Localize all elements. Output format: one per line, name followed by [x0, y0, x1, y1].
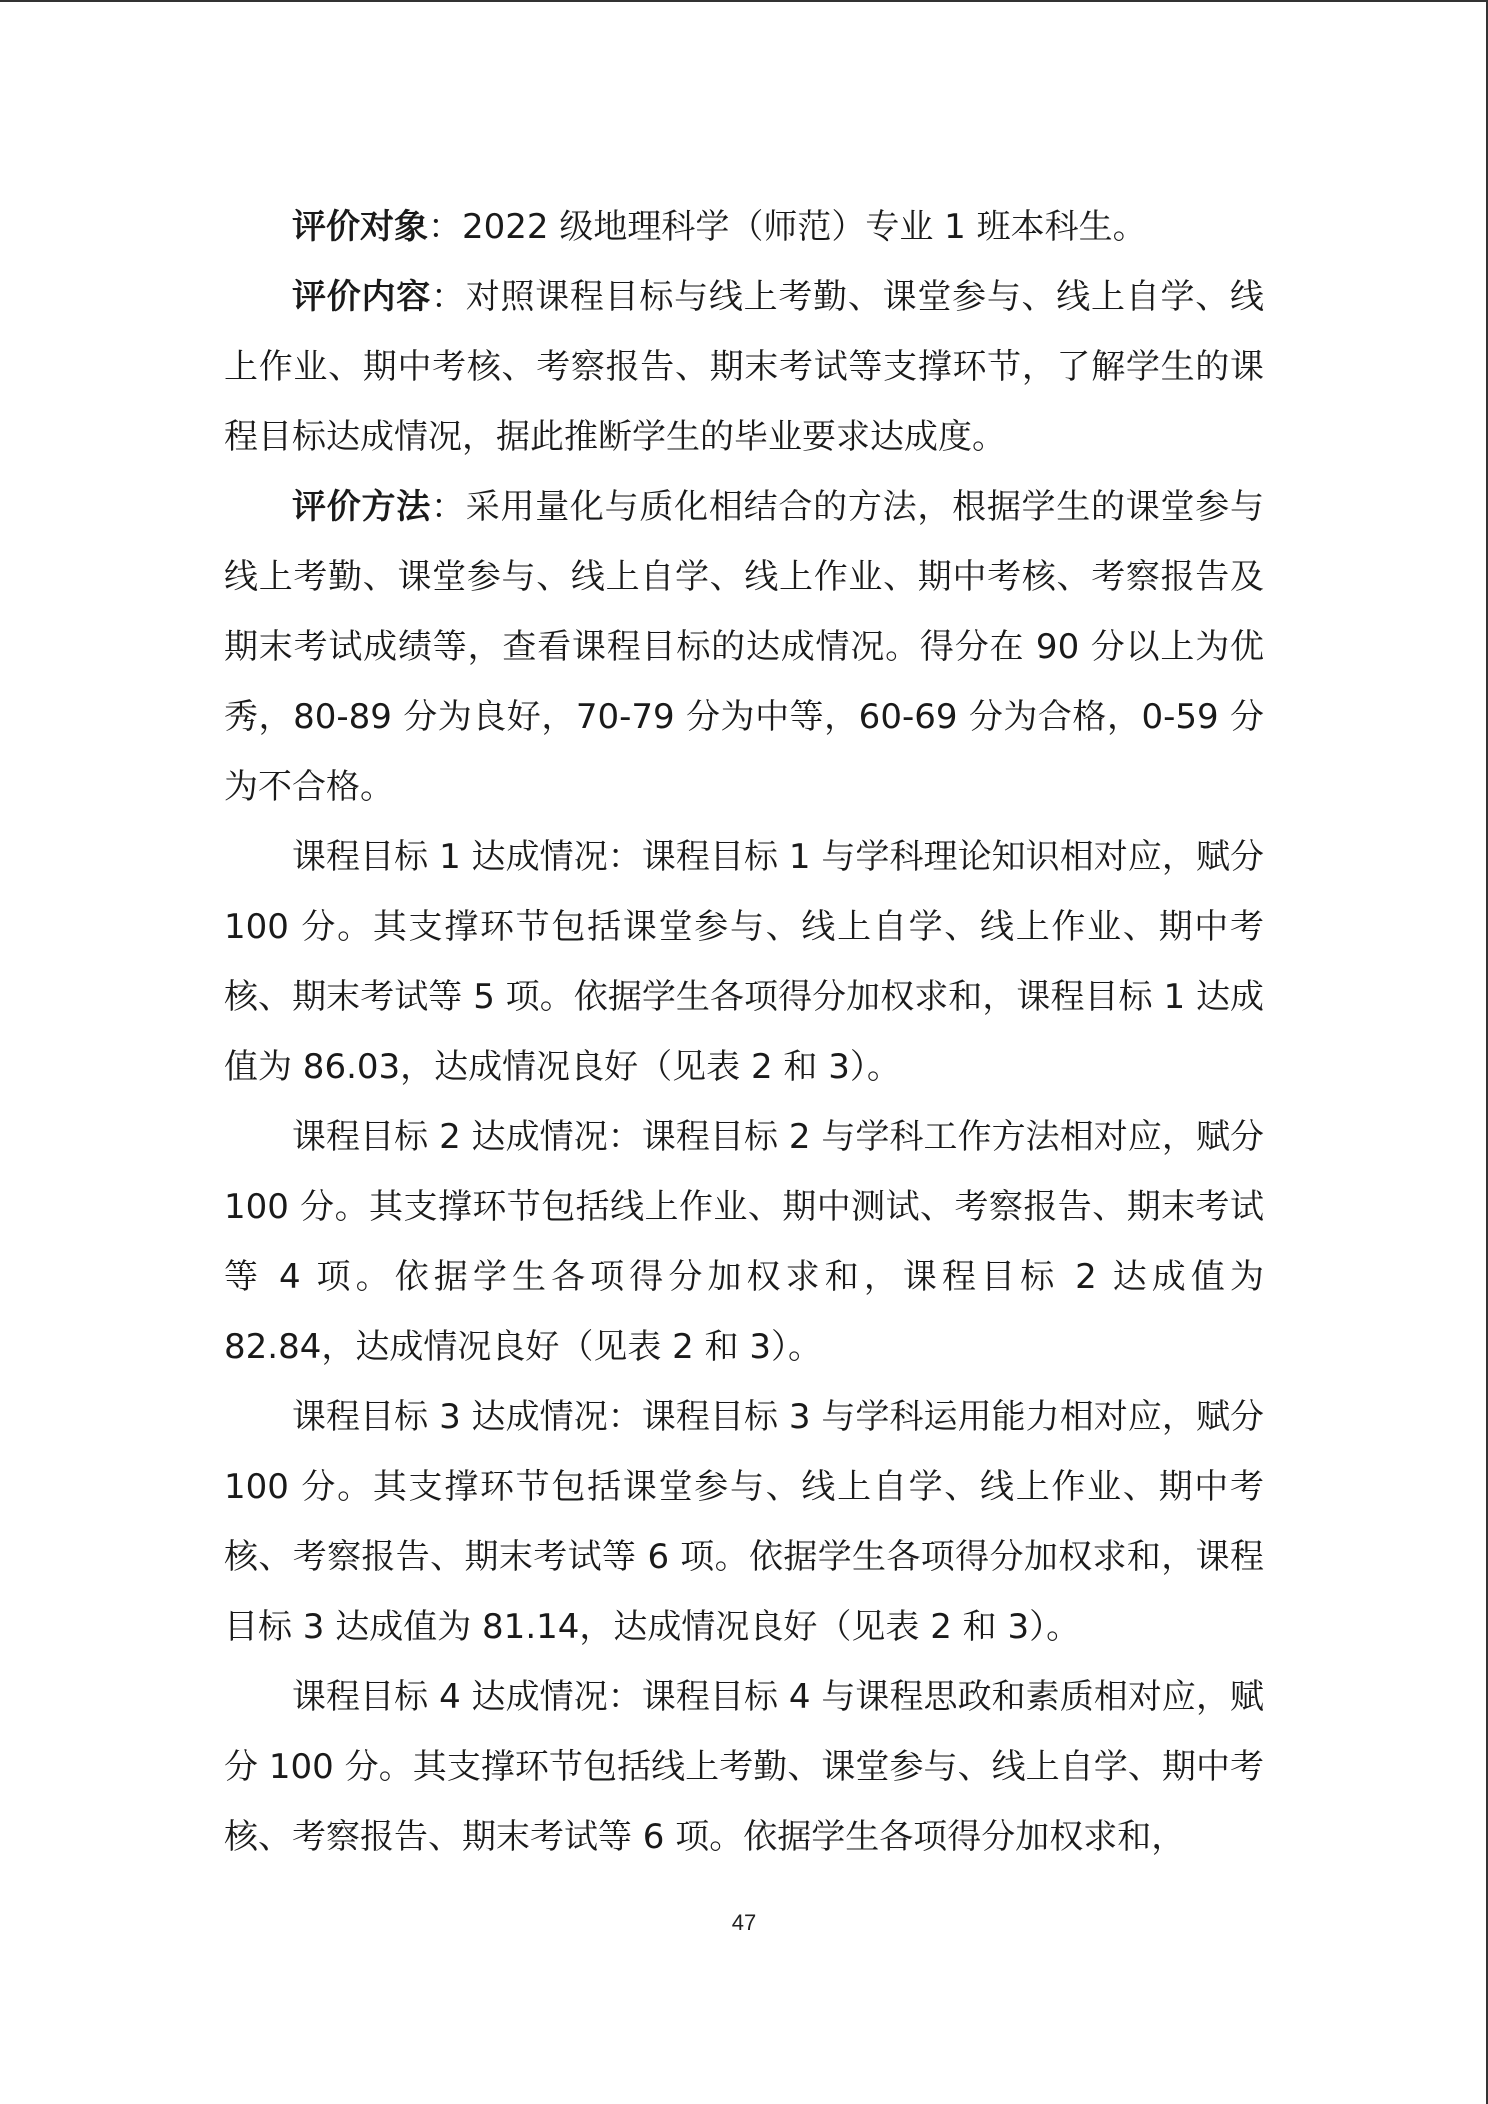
paragraph-text: 课程目标 4 达成情况：课程目标 4 与课程思政和素质相对应，赋分 100 分。其支撑环节包括线上考勤、课堂参与、线上自学、期中考核、考察报告、期末考试等 6 项。依据学生各项得分加权求和，: [224, 1677, 1264, 1857]
paragraph-course-goal-4: [224, 1662, 1264, 1872]
paragraph-text: 课程目标 2 达成情况：课程目标 2 与学科工作方法相对应，赋分 100 分。其支撑环节包括线上作业、期中测试、考察报告、期末考试等 4 项。依据学生各项得分加权求和，课程目标 2 达成值为 82.84，达成情况良好（见表 2 和 3）。: [224, 1117, 1264, 1367]
paragraph-text: ：对照课程目标与线上考勤、课堂参与、线上自学、线上作业、期中考核、考察报告、期末考试等支撑环节，了解学生的课程目标达成情况，据此推断学生的毕业要求达成度。: [224, 277, 1265, 457]
paragraph-course-goal-3: [224, 1382, 1264, 1662]
paragraph-evaluation-method: [224, 472, 1264, 822]
body-text: [224, 192, 1264, 1872]
paragraph-label: 评价内容: [292, 277, 431, 317]
paragraph-evaluation-content: [224, 262, 1264, 472]
paragraph-label: 评价对象: [292, 207, 428, 247]
paragraph-course-goal-2: [224, 1102, 1264, 1382]
paragraph-course-goal-1: [224, 822, 1264, 1102]
paragraph-text: 课程目标 3 达成情况：课程目标 3 与学科运用能力相对应，赋分 100 分。其支撑环节包括课堂参与、线上自学、线上作业、期中考核、考察报告、期末考试等 6 项。依据学生各项得分加权求和，课程目标 3 达成值为 81.14，达成情况良好（见表 2 和 3）。: [224, 1397, 1264, 1647]
paragraph-text: ：采用量化与质化相结合的方法，根据学生的课堂参与线上考勤、课堂参与、线上自学、线上作业、期中考核、考察报告及期末考试成绩等，查看课程目标的达成情况。得分在 90 分以上为优秀，80-89 分为良好，70-79 分为中等，60-69 分为合格，0-59 分为不合格。: [224, 487, 1265, 807]
paragraph-label: 评价方法: [292, 487, 431, 527]
paragraph-evaluation-object: [224, 192, 1264, 262]
page-number: 47: [731, 1910, 757, 1935]
paragraph-text: 课程目标 1 达成情况：课程目标 1 与学科理论知识相对应，赋分 100 分。其支撑环节包括课堂参与、线上自学、线上作业、期中考核、期末考试等 5 项。依据学生各项得分加权求和，课程目标 1 达成值为 86.03，达成情况良好（见表 2 和 3）。: [224, 837, 1264, 1087]
paragraph-text: ：2022 级地理科学（师范）专业 1 班本科生。: [428, 207, 1147, 247]
